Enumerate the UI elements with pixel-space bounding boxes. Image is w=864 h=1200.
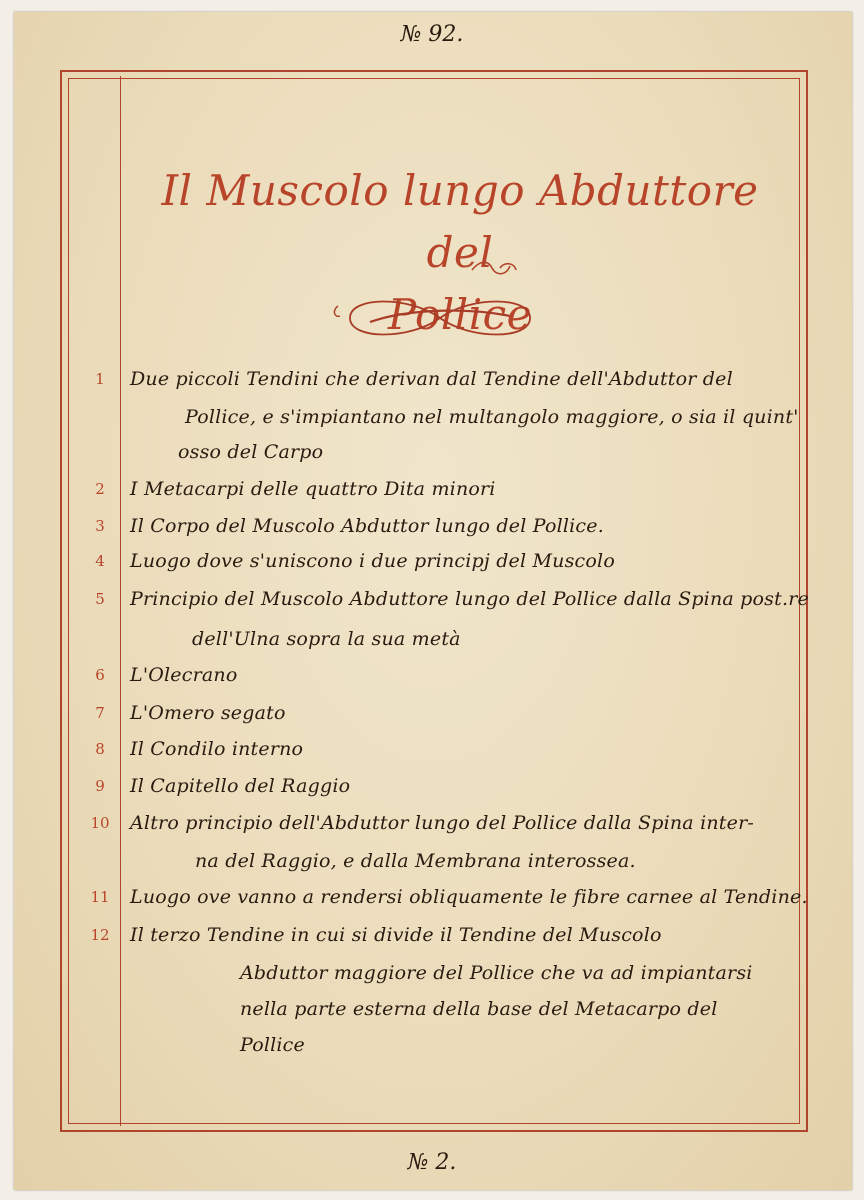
legend-number: 8 <box>95 740 105 758</box>
legend-number: 3 <box>95 517 105 535</box>
legend-text-line: Principio del Muscolo Abduttore lungo del Pollice dalla Spina post.re <box>130 588 809 610</box>
title-line-2: Pollice <box>387 290 533 339</box>
legend-text-line: I Metacarpi delle quattro Dita minori <box>130 478 496 500</box>
legend-text-line: L'Olecrano <box>130 664 238 686</box>
legend-text-line: Due piccoli Tendini che derivan dal Tendine dell'Abduttor del <box>130 368 733 390</box>
legend-number: 5 <box>95 590 105 608</box>
legend-text-line: dell'Ulna sopra la sua metà <box>192 628 461 650</box>
legend-text-line: Il terzo Tendine in cui si divide il Tendine del Muscolo <box>130 924 662 946</box>
folio-number-bottom: № 2. <box>407 1150 457 1175</box>
legend-number: 12 <box>90 926 110 944</box>
title-line-1: Il Muscolo lungo Abduttore del <box>161 166 759 277</box>
legend-number: 11 <box>90 888 110 906</box>
legend-text-line: na del Raggio, e dalla Membrana interossea. <box>195 850 636 872</box>
legend-text-line: nella parte esterna della base del Metacarpo del <box>240 998 718 1020</box>
legend-number: 10 <box>90 814 110 832</box>
legend-number: 2 <box>95 480 105 498</box>
legend-number: 4 <box>95 552 105 570</box>
calligraphic-flourish-ornament <box>330 288 550 348</box>
small-flourish-ornament <box>470 258 520 280</box>
legend-text-line: Luogo dove s'uniscono i due principj del Muscolo <box>130 550 615 572</box>
legend-number: 6 <box>95 666 105 684</box>
legend-text-line: Pollice <box>240 1034 305 1056</box>
legend-text-line: L'Omero segato <box>130 702 286 724</box>
legend-text-line: Altro principio dell'Abduttor lungo del Pollice dalla Spina inter- <box>130 812 754 834</box>
legend-number: 7 <box>95 704 105 722</box>
legend-number: 1 <box>95 370 105 388</box>
legend-text-line: Il Condilo interno <box>130 738 304 760</box>
margin-rule <box>120 76 121 1126</box>
legend-text-line: Abduttor maggiore del Pollice che va ad impiantarsi <box>240 962 753 984</box>
legend-text-line: Il Capitello del Raggio <box>130 775 351 797</box>
legend-text-line: osso del Carpo <box>178 441 324 463</box>
legend-text-line: Pollice, e s'impiantano nel multangolo maggiore, o sia il quint' <box>185 406 799 428</box>
legend-text-line: Luogo ove vanno a rendersi obliquamente le fibre carnee al Tendine. <box>130 886 808 908</box>
folio-number-top: № 92. <box>400 22 464 47</box>
legend-text-line: Il Corpo del Muscolo Abduttor lungo del Pollice. <box>130 515 604 537</box>
legend-number: 9 <box>95 777 105 795</box>
